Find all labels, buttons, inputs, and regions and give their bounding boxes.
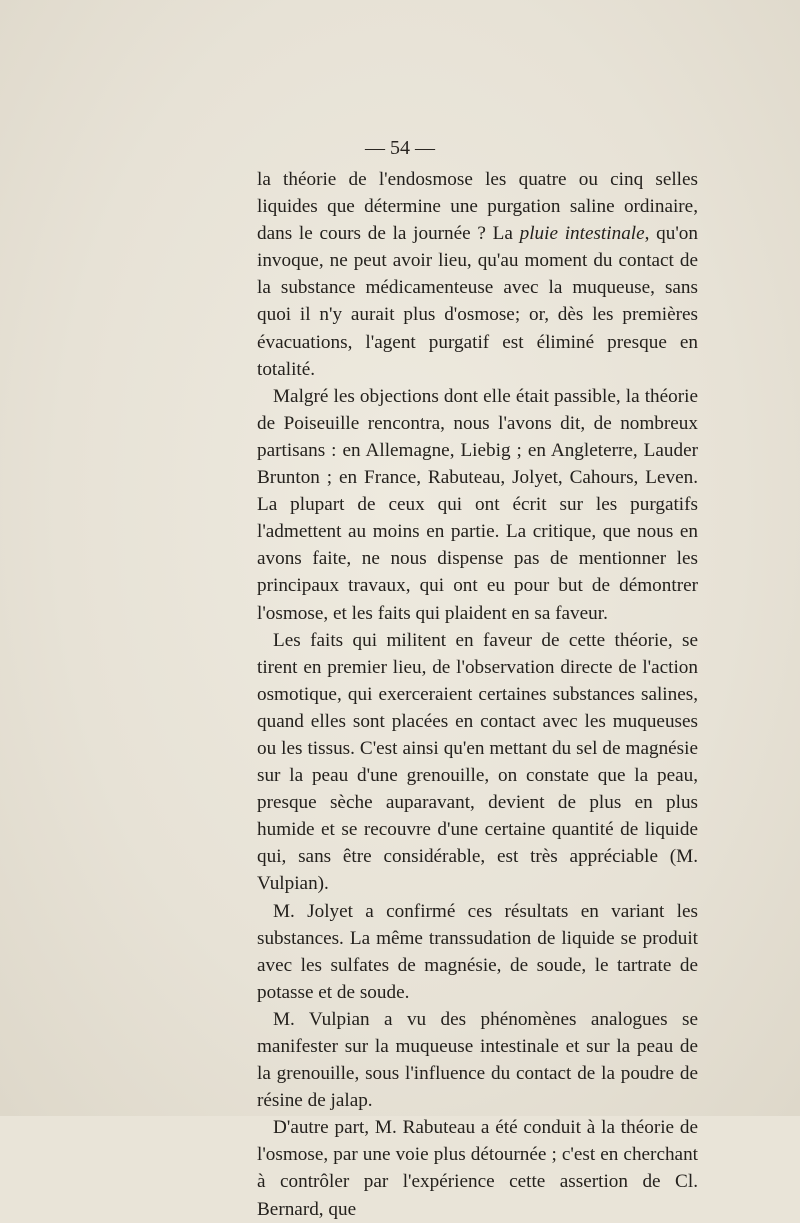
paragraph: Malgré les objections dont elle était passible, la théorie de Poiseuille rencontra, nous l'avons dit, de nombreux partisans : en Allemagne, Liebig ; en Angleterre, Lauder Brunton ; en France, Rabuteau, Jolyet, Cahours, Leven. La plupart de ceux qui ont écrit sur les purgatifs l'admettent au moins en partie. La critique, que nous en avons faite, ne nous dispense pas de mentionner les principaux travaux, qui ont eu pour but de démontrer l'osmose, et les faits qui plaident en sa faveur.: [257, 385, 698, 624]
paragraph: [257, 166, 698, 383]
paragraph: M. Vulpian a vu des phénomènes analogues se manifester sur la muqueuse intestinale et sur la peau de la grenouille, sous l'influence du contact de la poudre de résine de jalap.: [257, 1008, 698, 1112]
paragraph-text: , qu'on invoque, ne peut avoir lieu, qu'au moment du contact de la substance médicamenteuse avec la muqueuse, sans quoi il n'y aurait plus d'osmose; or, dès les premières évacuations, l'agent purgatif est éliminé presque en totalité.: [257, 223, 698, 380]
paragraph: D'autre part, M. Rabuteau a été conduit à la théorie de l'osmose, par une voie plus détournée ; c'est en cherchant à contrôler par l'expérience cette assertion de Cl. Bernard, que: [257, 1117, 698, 1220]
italic-phrase: pluie intestinale: [519, 223, 645, 245]
body-text: [257, 166, 698, 1223]
paragraph: M. Jolyet a confirmé ces résultats en variant les substances. La même transsudation de liquide se produit avec les sulfates de magnésie, de soude, le tartrate de potasse et de soude.: [257, 900, 698, 1003]
paragraph-text: la théorie de l'endosmose les quatre ou cinq selles liquides que détermine une purgation saline ordinaire, dans le cours de la journée ? La: [257, 169, 698, 245]
page-number: — 54 —: [365, 137, 435, 159]
paragraph: Les faits qui militent en faveur de cette théorie, se tirent en premier lieu, de l'observation directe de l'action osmotique, qui exerceraient certaines substances salines, quand elles sont placées en contact avec les muqueuses ou les tissus. C'est ainsi qu'en mettant du sel de magnésie sur la peau d'une grenouille, on constate que la peau, presque sèche auparavant, devient de plus en plus humide et se recouvre d'une certaine quantité de liquide qui, sans être considérable, est très appréciable (M. Vulpian).: [257, 629, 698, 895]
